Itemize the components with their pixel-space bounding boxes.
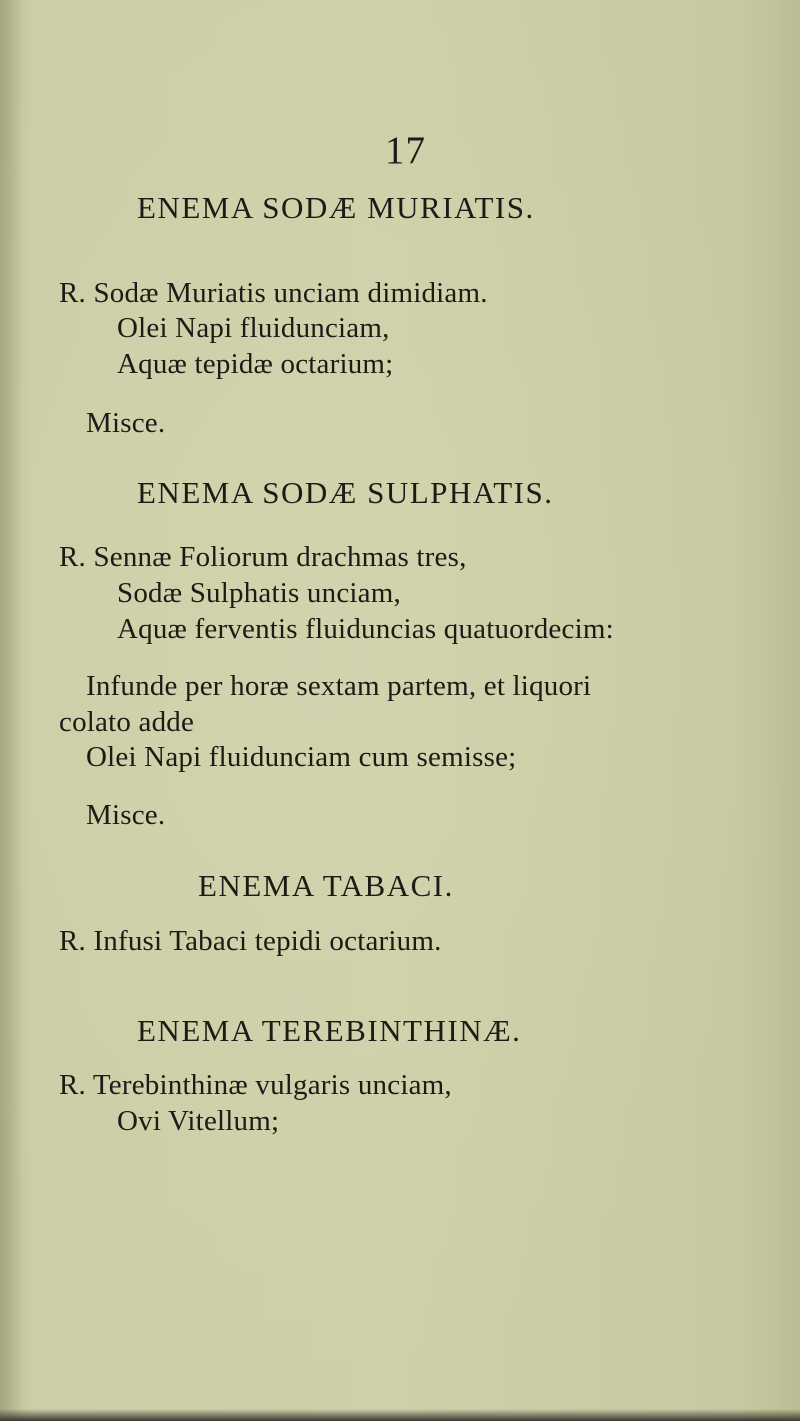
heading-enema-tabaci: ENEMA TABACI. (198, 868, 454, 903)
heading-enema-sodae-sulphatis: ENEMA SODÆ SULPHATIS. (137, 475, 554, 510)
recipe-line: R. Sennæ Foliorum drachmas tres, (59, 541, 467, 573)
recipe-instruction: Infunde per horæ sextam partem, et liquori (86, 670, 592, 702)
recipe-line: Sodæ Sulphatis unciam, (117, 577, 401, 609)
recipe-line: Ovi Vitellum; (117, 1105, 280, 1137)
page-left-shadow (0, 0, 22, 1421)
recipe-line: R. Infusi Tabaci tepidi octarium. (59, 925, 442, 957)
recipe-instruction: Misce. (86, 407, 166, 439)
page-bottom-edge (0, 1409, 800, 1421)
recipe-line: R. Sodæ Muriatis unciam dimidiam. (59, 277, 488, 309)
recipe-instruction: Misce. (86, 799, 166, 831)
page-number: 17 (385, 129, 426, 172)
recipe-line: Olei Napi fluidunciam, (117, 312, 390, 344)
recipe-line: Aquæ tepidæ octarium; (117, 348, 394, 380)
recipe-line: R. Terebinthinæ vulgaris unciam, (59, 1069, 452, 1101)
recipe-instruction: colato adde (59, 706, 195, 738)
heading-enema-terebinthinae: ENEMA TEREBINTHINÆ. (137, 1013, 522, 1048)
recipe-line: Aquæ ferventis fluiduncias quatuordecim: (117, 613, 614, 645)
recipe-line: Olei Napi fluidunciam cum semisse; (86, 741, 517, 773)
heading-enema-sodae-muriatis: ENEMA SODÆ MURIATIS. (137, 190, 535, 225)
